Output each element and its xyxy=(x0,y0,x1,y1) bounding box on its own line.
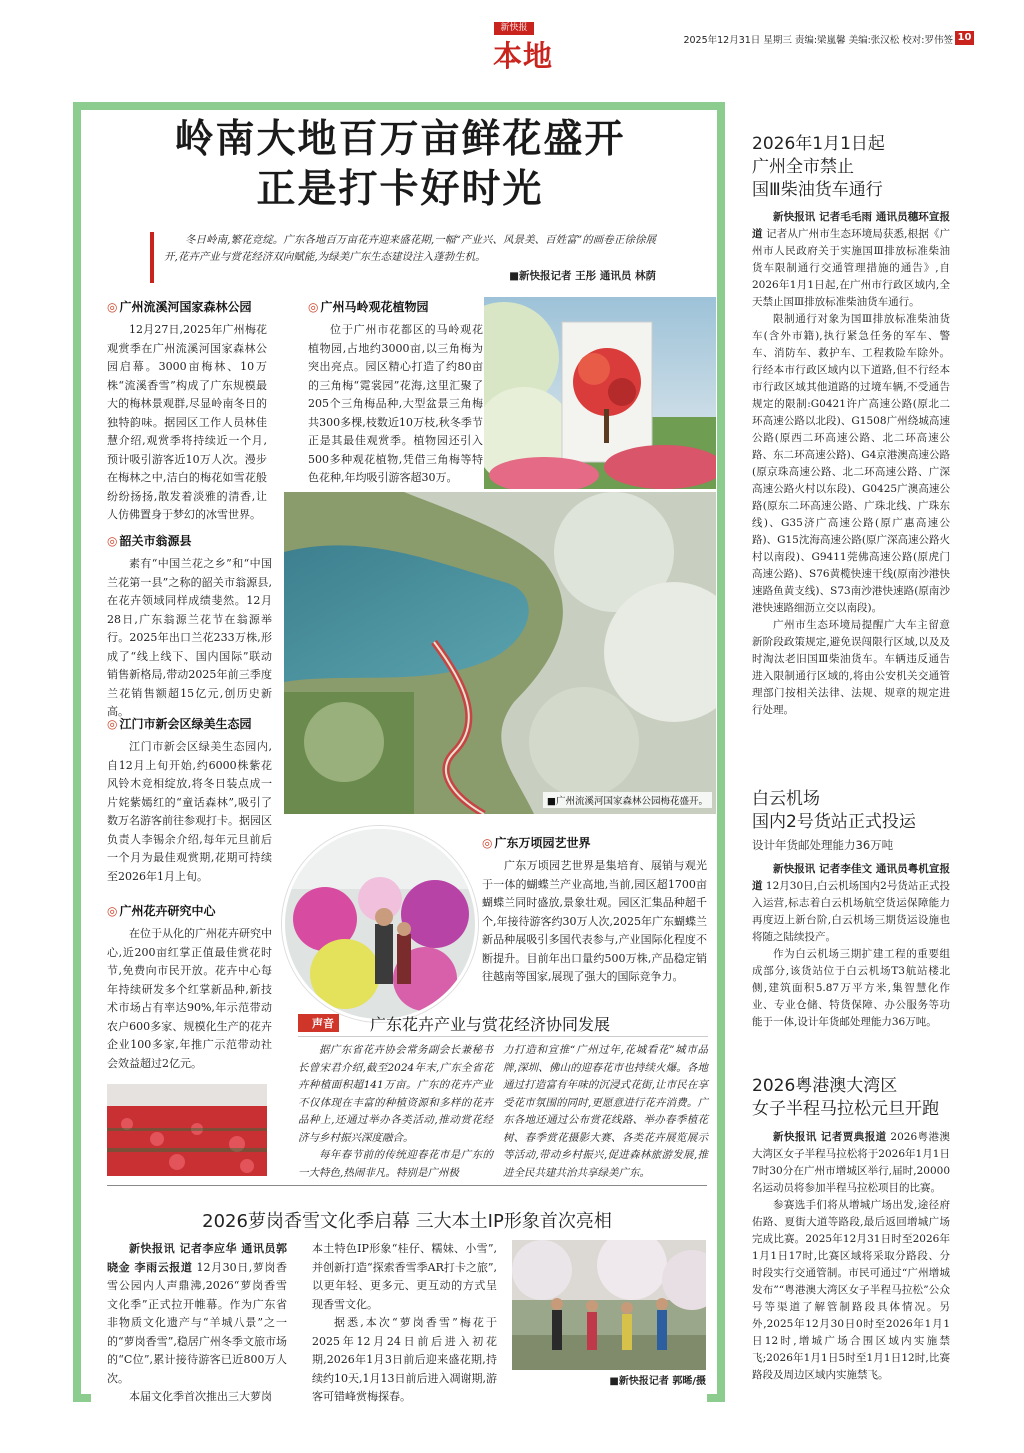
luogang-p3: 本土特色IP形象“桂仔、糯妹、小雪”,并创新打造“探索香雪季AR打卡之旅”,以更年轻、更多元、更互动的方式呈现香雪文化。 xyxy=(312,1242,497,1311)
voice-col1 xyxy=(298,1042,493,1182)
marathon-title-line1: 2026粤港澳大湾区 xyxy=(752,1076,898,1096)
marathon-p2: 参赛选手们将从增城广场出发,途径府佑路、夏街大道等路段,最后返回增城广场完成比赛。2025年12月31日时至2026年1月1日17时,比赛区域将采取分路段、分时段实行交通管制。市民可通过“广州增城发布”“粤港澳大湾区女子半程马拉松”公众号等渠道了解管制路段具体情况。另外,2025年12月30日0时至2026年1月1日12时,增城广场合围区域内实施禁飞;2026年1月1日5时至1月1日12时,比赛路段及周边区域内实施禁飞。 xyxy=(752,1199,950,1381)
luogang-divider xyxy=(107,1185,707,1186)
section-heading: ◎ 广州流溪河国家森林公园 xyxy=(107,300,252,314)
section-name: 本地 xyxy=(492,39,553,73)
section-maling xyxy=(308,298,488,488)
feature-title xyxy=(90,114,710,214)
diesel-lead: 新快报讯 记者毛毛雨 通讯员穗环宣报道 xyxy=(752,211,950,240)
airport-title-line2: 国内2号货站正式投运 xyxy=(752,812,916,832)
section-wanqing xyxy=(482,834,707,987)
main-photo-caption: ■广州流溪河国家森林公园梅花盛开。 xyxy=(543,792,712,808)
section-body: 素有“中国兰花之乡”和“中国兰花第一县”之称的韶关市翁源县,在花卉领域同样成绩斐然。12月28日,广东翁源兰花节在翁源举行。2025年出口兰花233万株,形成了“线上线下、国内国际”联动销售新格局,带动2025年前三季度兰花销售额超15亿元,创历史新高。 xyxy=(107,557,272,718)
brand-badge: 新快报 xyxy=(494,22,534,35)
luogang-title: 2026萝岗香雪文化季启幕 三大本土IP形象首次亮相 xyxy=(202,1211,612,1232)
sidebar-airport xyxy=(752,788,950,1031)
section-body: 在位于从化的广州花卉研究中心,近200亩红掌正值最佳赏花时节,免费向市民开放。花卉中心每年持续研发多个红掌新品种,新技术市场占有率达90%,年示范带动农户600多家、规模化生产的花卉企业100多家,年推广示范带动社会效益超过2亿元。 xyxy=(107,927,272,1070)
section-heading: ◎ 韶关市翁源县 xyxy=(107,534,192,548)
section-body: 位于广州市花都区的马岭观花植物园,占地约3000亩,以三角梅为突出亮点。园区精心打造了约80亩的三角梅“霓裳园”花海,这里汇聚了205个三角梅品种,大型盆景三角梅共300多棵,枝数近10万枝,秋冬季节正是其最佳观赏季。植物园还引入500多种观花植物,凭借三角梅等特色花种,年均吸引游客超30万。 xyxy=(308,323,483,484)
luogang-image xyxy=(512,1240,706,1370)
voice-tag: 声音 xyxy=(298,1014,339,1032)
date-line: 2025年12月31日 星期三 责编:梁嵐馨 美编:张汉松 校对:罗伟签 xyxy=(683,35,953,46)
diesel-title-line1: 2026年1月1日起 xyxy=(752,134,885,154)
airport-title-line1: 白云机场 xyxy=(752,789,820,809)
luogang-photo xyxy=(512,1240,706,1370)
airport-p2: 作为白云机场三期扩建工程的重要组成部分,该货站位于白云机场T3航站楼北侧,建筑面积5.87万平方米,集智慧化作业、专业仓储、特货保障、办公服务等功能于一体,设计年货邮处理能力36万吨。 xyxy=(752,948,950,1028)
bougainvillea-image xyxy=(484,297,716,489)
section-body: 广东万顷园艺世界是集培育、展销与观光于一体的蝴蝶兰产业高地,当前,园区超1700亩蝴蝶兰同时盛放,景象壮观。园区汇集品种超千个,年接待游客约30万人次,2025年广东蝴蝶兰新品种展吸引多国代表参与,产业国际化程度不断提升。目前年出口量约500万株,产品稳定销往越南等国家,展现了强大的国际竞争力。 xyxy=(482,859,707,983)
airport-title xyxy=(752,788,950,834)
diesel-title-line2: 广州全市禁止 xyxy=(752,157,854,177)
section-body: 12月27日,2025年广州梅花观赏季在广州流溪河国家森林公园启幕。3000亩梅林、10万株“流溪香雪”构成了广东规模最大的梅林景观群,尽显岭南冬日的独特韵味。据园区工作人员林佳慧介绍,观赏季将持续近一个月,预计吸引游客近10万人次。漫步在梅林之中,洁白的梅花如雪花般纷纷扬扬,散发着淡雅的清香,让人仿佛置身于梦幻的冰雪世界。 xyxy=(107,323,267,521)
section-heading: ◎ 江门市新会区绿美生态园 xyxy=(107,717,252,731)
main-plum-photo xyxy=(284,492,716,814)
marathon-title xyxy=(752,1075,950,1121)
sidebar-diesel xyxy=(752,133,950,719)
section-xinhui xyxy=(107,715,272,886)
section-research xyxy=(107,902,272,1073)
diesel-p3: 广州市生态环境局提醒广大车主留意新阶段政策规定,避免误闯限行区域,以及及时淘汰老旧国Ⅲ柴油货车。车辆违反通告进入限制通行区域的,将由公安机关交通管理部门按相关法律、法规、规章的规定进行处理。 xyxy=(752,619,950,716)
voice-col1-p2: 每年春节前的传统迎春花市是广东的一大特色,热闹非凡。特别是广州极 xyxy=(298,1149,493,1179)
voice-col1-p1: 据广东省花卉协会常务副会长兼秘书长曾宋君介绍,截至2024年末,广东全省花卉种植面积超141万亩。广东的花卉产业不仅体现在丰富的种植资源和多样的花卉品种上,还通过举办各类活动,推动赏花经济与乡村振兴深度融合。 xyxy=(298,1044,493,1144)
luogang-lead: 新快报讯 记者李应华 通讯员郭晓金 李雨云报道 xyxy=(107,1242,287,1274)
airport-p1: 新快报讯 记者李佳文 通讯员粤机宣报道 12月30日,白云机场国内2号货站正式投入运营,标志着白云机场航空货运保障能力再度迈上新台阶,白云机场三期货运设施也将随之陆续投产。 xyxy=(752,863,950,943)
voice-col2 xyxy=(503,1042,708,1182)
bougainvillea-photo xyxy=(484,297,716,489)
marathon-p1: 新快报讯 记者贾典报道 2026粤港澳大湾区女子半程马拉松将于2026年1月1日7时30分在广州市增城区举行,届时,20000名运动员将参加半程马拉松项目的比赛。 xyxy=(752,1131,950,1194)
feature-frame-bottom xyxy=(73,1394,91,1402)
feature-intro xyxy=(150,232,656,283)
voice-block xyxy=(298,1012,708,1179)
section-heading: ◎ 广州马岭观花植物园 xyxy=(308,300,429,314)
diesel-title xyxy=(752,133,950,202)
luogang-col1 xyxy=(107,1240,287,1407)
feature-frame-bottom xyxy=(707,1394,725,1402)
luogang-p2: 本届文化季首次推出三大萝岗 xyxy=(129,1390,272,1403)
luogang-photo-credit: ■新快报记者 郭晞/摄 xyxy=(609,1376,706,1387)
anthurium-image xyxy=(107,1084,267,1176)
voice-title: 广东花卉产业与赏花经济协同发展 xyxy=(370,1015,611,1034)
airport-subtitle: 设计年货邮处理能力36万吨 xyxy=(752,838,894,852)
page-number: 10 xyxy=(955,31,974,45)
diesel-p1: 新快报讯 记者毛毛雨 通讯员穗环宣报道 记者从广州市生态环境局获悉,根据《广州市人民政府关于实施国Ⅲ排放标准柴油货车限制通行交通管理措施的通告》,自2026年1月1日起,在广州市行政区域内,全天禁止国Ⅲ排放标准柴油货车通行。 xyxy=(752,211,950,308)
orchid-photo xyxy=(282,826,478,1022)
diesel-p2: 限制通行对象为国Ⅲ排放标准柴油货车(含外市籍),执行紧急任务的军车、警车、消防车、救护车、工程救险车除外。行经本市行政区域内以下道路,但不行经本市行政区域其他道路的过境车辆,不受通告规定的限制:G0421许广高速公路(原北二环高速公路以北段)、G1508广州绕城高速公路(原西二环高速公路、北二环高速公路、东二环高速公路)、G4京港澳高速公路(原京珠高速公路、北二环高速公路、广深高速公路火村以东段)、G0425广澳高速公路(原东二环高速公路、广珠北线、广珠东线)、G35济广高速公路(原广惠高速公路)、G15沈海高速公路(原广深高速公路火村以南段)、G9411莞佛高速公路(原虎门高速公路)、S76黄榄快速干线(原南沙港快速路鱼黄支线)、S73南沙港快速路(原南沙港快速路细沥立交以南段)。 xyxy=(752,313,950,614)
luogang-p1: 新快报讯 记者李应华 通讯员郭晓金 李雨云报道 12月30日,萝岗香雪公园内人声鼎沸,2026“萝岗香雪文化季”正式拉开帷幕。作为广东省非物质文化遗产与“羊城八景”之一的“萝岗香雪”,稳居广州冬季文旅市场的“C位”,累计接待游客已近800万人次。 xyxy=(107,1242,287,1385)
feature-byline: ■新快报记者 王彤 通讯员 林荫 xyxy=(509,270,656,282)
feature-title-line2: 正是打卡好时光 xyxy=(256,166,544,212)
section-heading: ◎ 广州花卉研究中心 xyxy=(107,904,216,918)
section-heading: ◎ 广东万顷园艺世界 xyxy=(482,836,591,850)
intro-text: 冬日岭南,繁花竞绽。广东各地百万亩花卉迎来盛花期,一幅“产业兴、风景美、百姓富”的画卷正徐徐展开,花卉产业与赏花经济双向赋能,为绿美广东生态建设注入蓬勃生机。 xyxy=(164,234,656,263)
diesel-title-line3: 国Ⅲ柴油货车通行 xyxy=(752,180,883,200)
sidebar-marathon xyxy=(752,1075,950,1384)
feature-title-line1: 岭南大地百万亩鲜花盛开 xyxy=(174,116,626,162)
section-body: 江门市新会区绿美生态园内,自12月上旬开始,约6000株紫花风铃木竞相绽放,将冬日装点成一片姹紫嫣红的“童话森林”,吸引了数万名游客前往参观打卡。据园区负责人李锡余介绍,每年元旦前后一个月为最佳观赏期,花期可持续至2026年1月上旬。 xyxy=(107,740,272,883)
luogang-p4: 据悉,本次“萝岗香雪”梅花于2025年12月24日前后进入初花期,2026年1月3日前后迎来盛花期,持续约10天,1月13日前后进入凋谢期,游客可错峰赏梅探春。 xyxy=(312,1316,497,1403)
marathon-lead: 新快报讯 记者贾典报道 xyxy=(773,1131,887,1143)
voice-col2-p1: 力打造和宣推“广州过年,花城看花”城市品牌,深圳、佛山的迎春花市也持续火爆。各地通过打造富有年味的沉浸式花街,让市民在享受花市氛围的同时,更愿意进行花卉消费。广东各地还通过公布赏花线路、举办春季植花树、春季赏花摄影大赛、各类花卉展览展示等活动,带动乡村振兴,促进森林旅游发展,推进全民共建共治共享绿美广东。 xyxy=(503,1044,708,1179)
anthurium-photo xyxy=(107,1084,267,1176)
masthead xyxy=(38,22,978,82)
orchid-image xyxy=(285,829,475,1019)
section-liuxi xyxy=(107,298,267,525)
section-wengyuan xyxy=(107,532,272,722)
marathon-title-line2: 女子半程马拉松元旦开跑 xyxy=(752,1099,939,1119)
voice-header xyxy=(298,1012,708,1037)
luogang-col2 xyxy=(312,1240,497,1407)
airport-lead: 新快报讯 记者李佳文 通讯员粤机宣报道 xyxy=(752,863,950,892)
plum-forest-image xyxy=(284,492,716,814)
